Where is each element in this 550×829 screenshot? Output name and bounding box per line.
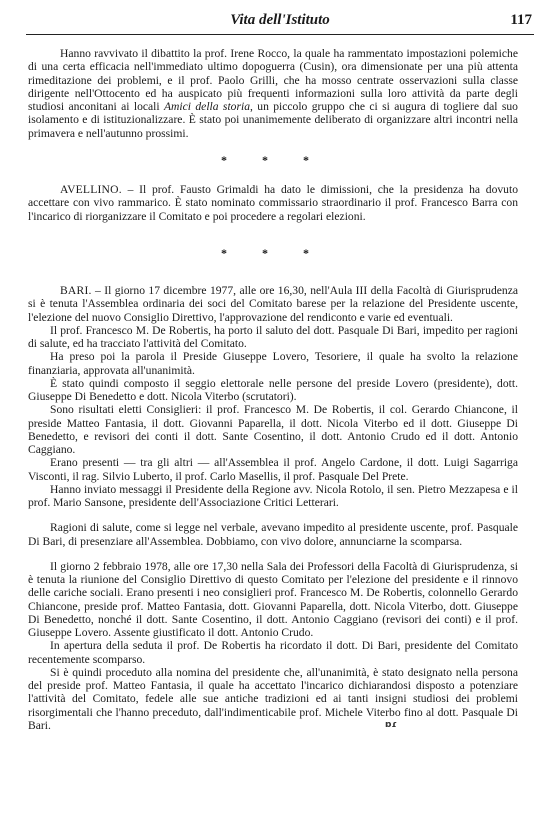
- paragraph: Il giorno 2 febbraio 1978, alle ore 17,30 nella Sala dei Professori della Facoltà di Giurisprudenza, si è tenuta la riunione del Consiglio Direttivo di questo Comitato per l'elezione del presidente e il rinnovo delle cariche sociali. Erano presenti i neo consiglieri prof. Francesco M. De Robertis, colonnello Gerardo Chiancone, preside prof. Matteo Fantasia, dott. Giovanni Paparella, dott. Nicola Viterbo, dott. Giuseppe Di Benedetto, nonché il dott. Sante Cosentino, il dott. Antonio Caggiano (revisori dei conti) e il prof. Giuseppe Lovero. Assente giustificato il dott. Antonio Crudo.: [28, 559, 518, 639]
- paragraph-text: – Il giorno 17 dicembre 1977, alle ore 16,30, nell'Aula III della Facoltà di Giurisprudenza si è tenuta l'Assemblea ordinaria dei soci del Comitato barese per la relazione del Presidente uscente, l'elezione del nuovo Consiglio Direttivo, l'approvazione del rendiconto e varie ed eventuali.: [28, 284, 518, 324]
- paragraph-text: – Il prof. Fausto Grimaldi ha dato le dimissioni, che la presidenza ha dovuto accettare con vivo rammarico. È stato nominato commissario straordinario il prof. Francesco Barra con l'incarico di riorganizzare il Comitato e poi procedere a regolari elezioni.: [28, 183, 518, 223]
- paragraph: Ragioni di salute, come si legge nel verbale, avevano impedito al presidente uscente, prof. Pasquale Di Bari, di presenziare all'Assemblea. Dobbiamo, con vivo dolore, annunciarne la scomparsa.: [28, 521, 518, 548]
- running-header: [26, 6, 534, 35]
- section-separator: * * *: [221, 152, 325, 167]
- paragraph: Si è quindi proceduto alla nomina del presidente che, all'unanimità, è stato designato nella persona del preside prof. Matteo Fantasia, il quale ha accettato l'incarico dichiarandosi disposto a potenziare l'attività del Comitato, fedele alle sue antiche tradizioni ed ai tanti insigni studiosi dei problemi risorgimentali che l'hanno preceduto, dall'indimenticabile prof. Michele Viterbo fino al dott. Pasquale Di Bari.: [28, 665, 518, 732]
- place-heading-bari: BARI.: [60, 284, 92, 297]
- paragraph-text: Hanno ravvivato il dibattito la prof. Irene Rocco, la quale ha rammentato impostazioni polemiche di una certa efficacia nell'immediato ultimo dopoguerra (Cusin), ora dimensionate per una più attenta rimeditazione dei problemi, e il prof. Paolo Grilli, che ha mosso centrate osservazioni sulla classe dirigente nell'Ottocento ed ha auspicato più frequenti informazioni sulla loro attività da parte degli studiosi anconitani ai locali: [28, 47, 518, 113]
- paragraph: Il prof. Francesco M. De Robertis, ha porto il saluto del dott. Pasquale Di Bari, impedito per ragioni di salute, ed ha tracciato l'attività del Comitato.: [28, 323, 518, 350]
- paragraph: Sono risultati eletti Consiglieri: il prof. Francesco M. De Robertis, il col. Gerardo Chiancone, il preside Matteo Fantasia, il dott. Giovanni Paparella, il dott. Nicola Viterbo ed il dott. Giuseppe Di Benedetto, e revisori dei conti il dott. Sante Cosentino, il dott. Antonio Crudo ed il dott. Antonio Caggiano.: [28, 403, 518, 456]
- page-number: 117: [510, 12, 532, 28]
- paragraph-ancona-discussion: [28, 47, 518, 140]
- paragraph: Ha preso poi la parola il Preside Giuseppe Lovero, Tesoriere, il quale ha svolto la relazione finanziaria, approvata all'unanimità.: [28, 350, 518, 377]
- section-separator: * * *: [221, 245, 325, 260]
- paragraph-avellino: [28, 183, 518, 223]
- place-heading-avellino: AVELLINO.: [60, 183, 122, 196]
- paragraph: In apertura della seduta il prof. De Robertis ha ricordato il dott. Di Bari, presidente del Comitato recentemente scomparso.: [28, 639, 518, 666]
- paragraph: Hanno inviato messaggi il Presidente della Regione avv. Nicola Rotolo, il sen. Pietro Mezzapesa e il prof. Mario Sansone, presidente dell'Associazione Critici Letterari.: [28, 482, 518, 509]
- handwritten-margin-mark: ɒɾ: [385, 720, 397, 730]
- italic-term: Amici della storia: [163, 100, 250, 113]
- article-body: [28, 47, 518, 732]
- paragraph-text: , un piccolo gruppo che ci si augura di togliere dal suo isolamento e di istituzionalizzare. È stato poi unanimemente deliberato di organizzare altri incontri nella primavera e nell'autunno prossimi.: [28, 100, 518, 140]
- paragraph: È stato quindi composto il seggio elettorale nelle persone del preside Lovero (presidente), dott. Giuseppe Di Benedetto e dott. Nicola Viterbo (scrutatori).: [28, 376, 518, 403]
- paragraph-bari-intro: [28, 284, 518, 324]
- paragraph: Erano presenti — tra gli altri — all'Assemblea il prof. Angelo Cardone, il dott. Luigi Sagarriga Visconti, il rag. Silvio Luberto, il prof. Carlo Masellis, il prof. Pasquale Del Prete.: [28, 456, 518, 483]
- running-title: Vita dell'Istituto: [230, 12, 330, 28]
